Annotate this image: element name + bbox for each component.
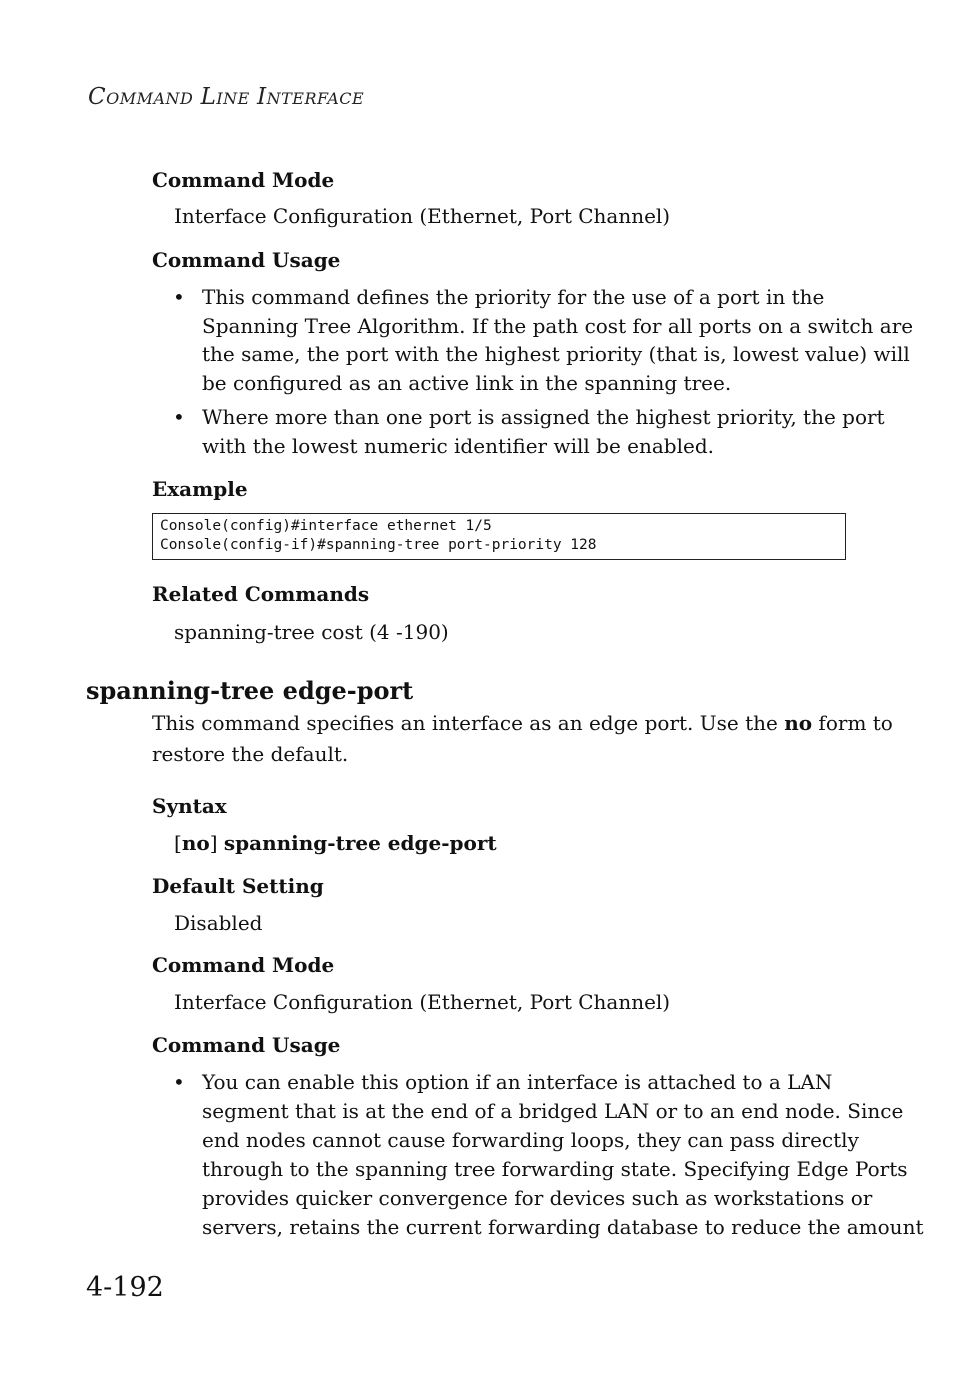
- code-line: Console(config-if)#spanning-tree port-priority 128: [160, 537, 597, 553]
- description-line: This command specifies an interface as an edge port. Use the no form to: [152, 711, 893, 735]
- running-header: COMMAND LINE INTERFACE: [88, 84, 365, 110]
- usage-line: segment that is at the end of a bridged LAN or to an end node. Since: [202, 1099, 904, 1123]
- usage-line: with the lowest numeric identifier will be enabled.: [202, 434, 714, 458]
- related-command-link[interactable]: spanning-tree cost (4 -190): [174, 620, 449, 644]
- usage-line: servers, retains the current forwarding database to reduce the amount: [202, 1215, 924, 1239]
- code-example-box: [152, 513, 846, 560]
- command-usage-heading: Command Usage: [152, 248, 341, 272]
- command-mode-value: Interface Configuration (Ethernet, Port Channel): [174, 204, 671, 228]
- syntax-heading: Syntax: [152, 794, 227, 818]
- command-usage-heading: Command Usage: [152, 1033, 341, 1057]
- usage-line: provides quicker convergence for devices such as workstations or: [202, 1186, 873, 1210]
- bullet-marker: •: [173, 405, 185, 429]
- default-setting-value: Disabled: [174, 911, 263, 935]
- section-title: spanning-tree edge-port: [86, 676, 414, 705]
- command-mode-value: Interface Configuration (Ethernet, Port Channel): [174, 990, 671, 1014]
- bullet-marker: •: [173, 1070, 185, 1094]
- syntax-value: [no] spanning-tree edge-port: [174, 831, 497, 855]
- page-number: 4-192: [86, 1272, 164, 1303]
- description-line: restore the default.: [152, 742, 349, 766]
- usage-line: end nodes cannot cause forwarding loops, they can pass directly: [202, 1128, 859, 1152]
- default-setting-heading: Default Setting: [152, 874, 324, 898]
- usage-line: Spanning Tree Algorithm. If the path cost for all ports on a switch are: [202, 314, 914, 338]
- bullet-marker: •: [173, 285, 185, 309]
- usage-line: be configured as an active link in the spanning tree.: [202, 371, 732, 395]
- usage-line: through to the spanning tree forwarding state. Specifying Edge Ports: [202, 1157, 908, 1181]
- example-heading: Example: [152, 477, 248, 501]
- command-mode-heading: Command Mode: [152, 953, 335, 977]
- related-commands-heading: Related Commands: [152, 582, 370, 606]
- usage-line: You can enable this option if an interface is attached to a LAN: [202, 1070, 833, 1094]
- usage-line: the same, the port with the highest priority (that is, lowest value) will: [202, 342, 910, 366]
- usage-line: Where more than one port is assigned the highest priority, the port: [202, 405, 885, 429]
- code-line: Console(config)#interface ethernet 1/5: [160, 518, 492, 534]
- usage-line: This command defines the priority for the use of a port in the: [202, 285, 825, 309]
- command-mode-heading: Command Mode: [152, 168, 335, 192]
